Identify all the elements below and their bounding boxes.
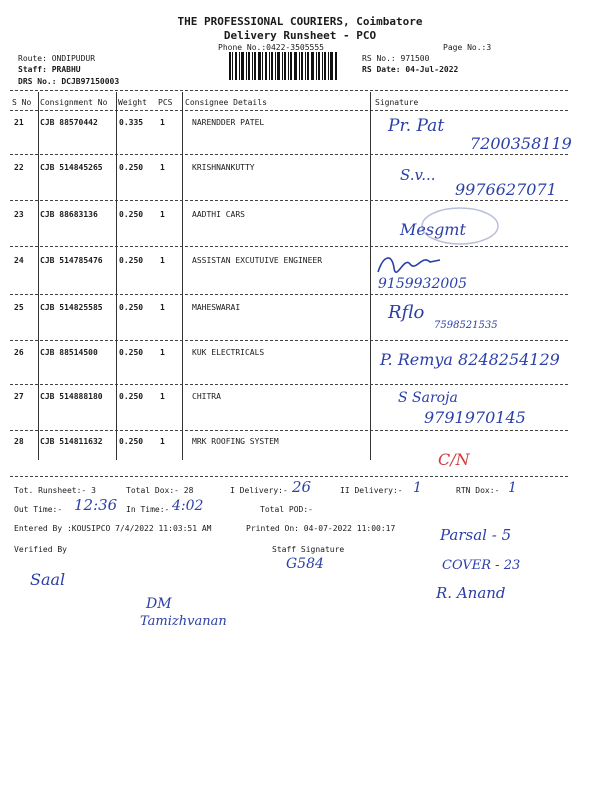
- row-weight: 0.250: [119, 437, 144, 446]
- signature-name: S Saroja: [398, 390, 458, 406]
- total-runsheet: Tot. Runsheet:- 3: [14, 486, 96, 495]
- drs-number: DRS No.: DCJB97150003: [18, 77, 120, 86]
- row-divider: [10, 154, 568, 155]
- row-weight: 0.250: [119, 210, 144, 219]
- rtn-dox-label: RTN Dox:-: [456, 486, 500, 495]
- row-sno: 21: [14, 118, 24, 127]
- total-pod-label: Total POD:-: [260, 505, 313, 514]
- row-consignee: CHITRA: [192, 392, 221, 401]
- ii-delivery-value: 1: [413, 480, 422, 496]
- printed-on: Printed On: 04-07-2022 11:00:17: [246, 524, 396, 533]
- row-sno: 22: [14, 163, 24, 172]
- row-sno: 26: [14, 348, 24, 357]
- staff-signature-label: Staff Signature: [272, 545, 345, 554]
- row-weight: 0.335: [119, 118, 144, 127]
- row-weight: 0.250: [119, 256, 144, 265]
- signature-note: C/N: [438, 450, 470, 469]
- row-divider: [10, 430, 568, 431]
- cover-count: COVER - 23: [442, 558, 521, 573]
- in-time-label: In Time:-: [126, 505, 170, 514]
- signature-phone: 9791970145: [424, 408, 526, 427]
- row-consignment: CJB 88514500: [40, 348, 98, 357]
- row-pcs: 1: [160, 392, 165, 401]
- row-pcs: 1: [160, 118, 165, 127]
- signature-phone: 9976627071: [455, 180, 557, 199]
- signature-name: P. Remya 8248254129: [380, 350, 560, 369]
- row-pcs: 1: [160, 210, 165, 219]
- col-header-pcs: PCS: [158, 98, 173, 107]
- column-line: [182, 92, 183, 460]
- signature-name: Mesgmt: [400, 220, 466, 239]
- row-weight: 0.250: [119, 163, 144, 172]
- verifier-signature: Saal: [30, 570, 66, 589]
- receiver-signature: R. Anand: [436, 584, 506, 602]
- out-time-label: Out Time:-: [14, 505, 63, 514]
- row-consignee: ASSISTAN EXCUTUIVE ENGINEER: [192, 256, 323, 265]
- row-consignment: CJB 514825585: [40, 303, 103, 312]
- signature-phone: 7200358119: [470, 134, 572, 153]
- row-pcs: 1: [160, 303, 165, 312]
- col-header-weight: Weight: [118, 98, 147, 107]
- route: Route: ONDIPUDUR: [18, 54, 96, 63]
- company-title: THE PROFESSIONAL COURIERS, Coimbatore: [177, 15, 423, 28]
- staff: Staff: PRABHU: [18, 65, 81, 74]
- col-header-consignment: Consignment No: [40, 98, 108, 107]
- in-time-value: 4:02: [172, 498, 204, 514]
- divider: [10, 90, 568, 91]
- col-header-consignee: Consignee Details: [185, 98, 267, 107]
- barcode: [229, 52, 337, 80]
- document-subtitle: Delivery Runsheet - PCO: [223, 29, 377, 42]
- signature-phone: 7598521535: [434, 320, 498, 331]
- row-weight: 0.250: [119, 348, 144, 357]
- row-pcs: 1: [160, 348, 165, 357]
- row-consignment: CJB 514888180: [40, 392, 103, 401]
- out-time-value: 12:36: [74, 496, 118, 514]
- row-consignment: CJB 514785476: [40, 256, 103, 265]
- staff-code: G584: [286, 556, 324, 572]
- row-sno: 24: [14, 256, 24, 265]
- column-line: [116, 92, 117, 460]
- col-header-signature: Signature: [375, 98, 419, 107]
- row-consignee: MRK ROOFING SYSTEM: [192, 437, 279, 446]
- ii-delivery-label: II Delivery:-: [340, 486, 403, 495]
- row-divider: [10, 246, 568, 247]
- page-number: Page No.:3: [443, 43, 492, 52]
- signature-name: Rflo: [388, 302, 425, 323]
- divider: [10, 110, 568, 111]
- i-delivery-value: 26: [292, 478, 312, 496]
- row-pcs: 1: [160, 437, 165, 446]
- row-consignee: KUK ELECTRICALS: [192, 348, 265, 357]
- row-consignee: AADTHI CARS: [192, 210, 245, 219]
- row-pcs: 1: [160, 163, 165, 172]
- row-consignment: CJB 514811632: [40, 437, 103, 446]
- phone-number: Phone No.:0422-3505555: [218, 43, 324, 52]
- row-pcs: 1: [160, 256, 165, 265]
- row-consignment: CJB 88570442: [40, 118, 98, 127]
- row-divider: [10, 340, 568, 341]
- entered-by: Entered By :KOUSIPCO 7/4/2022 11:03:51 AM: [14, 524, 212, 533]
- verified-by-label: Verified By: [14, 545, 67, 554]
- total-dox: Total Dox:- 28: [126, 486, 194, 495]
- row-divider: [10, 384, 568, 385]
- row-sno: 27: [14, 392, 24, 401]
- row-consignee: KRISHNANKUTTY: [192, 163, 255, 172]
- i-delivery-label: I Delivery:-: [230, 486, 288, 495]
- parcel-count: Parsal - 5: [440, 526, 512, 544]
- row-sno: 23: [14, 210, 24, 219]
- signature-scribble: [374, 250, 444, 278]
- column-line: [38, 92, 39, 460]
- column-line: [370, 92, 371, 460]
- signature-initials: DM: [146, 596, 172, 612]
- rtn-dox-value: 1: [508, 480, 517, 496]
- row-consignment: CJB 514845265: [40, 163, 103, 172]
- signature-name: Pr. Pat: [388, 116, 445, 136]
- col-header-sno: S No: [12, 98, 32, 107]
- row-consignee: MAHESWARAI: [192, 303, 241, 312]
- row-divider: [10, 294, 568, 295]
- rs-number: RS No.: 971500: [362, 54, 430, 63]
- signature-name: S.v...: [400, 166, 436, 184]
- signature-phone: 9159932005: [378, 276, 468, 292]
- row-consignment: CJB 88683136: [40, 210, 98, 219]
- rs-date: RS Date: 04-Jul-2022: [362, 65, 459, 74]
- row-divider: [10, 200, 568, 201]
- row-sno: 28: [14, 437, 24, 446]
- row-consignee: NARENDDER PATEL: [192, 118, 265, 127]
- row-weight: 0.250: [119, 392, 144, 401]
- row-weight: 0.250: [119, 303, 144, 312]
- row-divider: [10, 476, 568, 477]
- signature-name: Tamizhvanan: [140, 614, 227, 629]
- row-sno: 25: [14, 303, 24, 312]
